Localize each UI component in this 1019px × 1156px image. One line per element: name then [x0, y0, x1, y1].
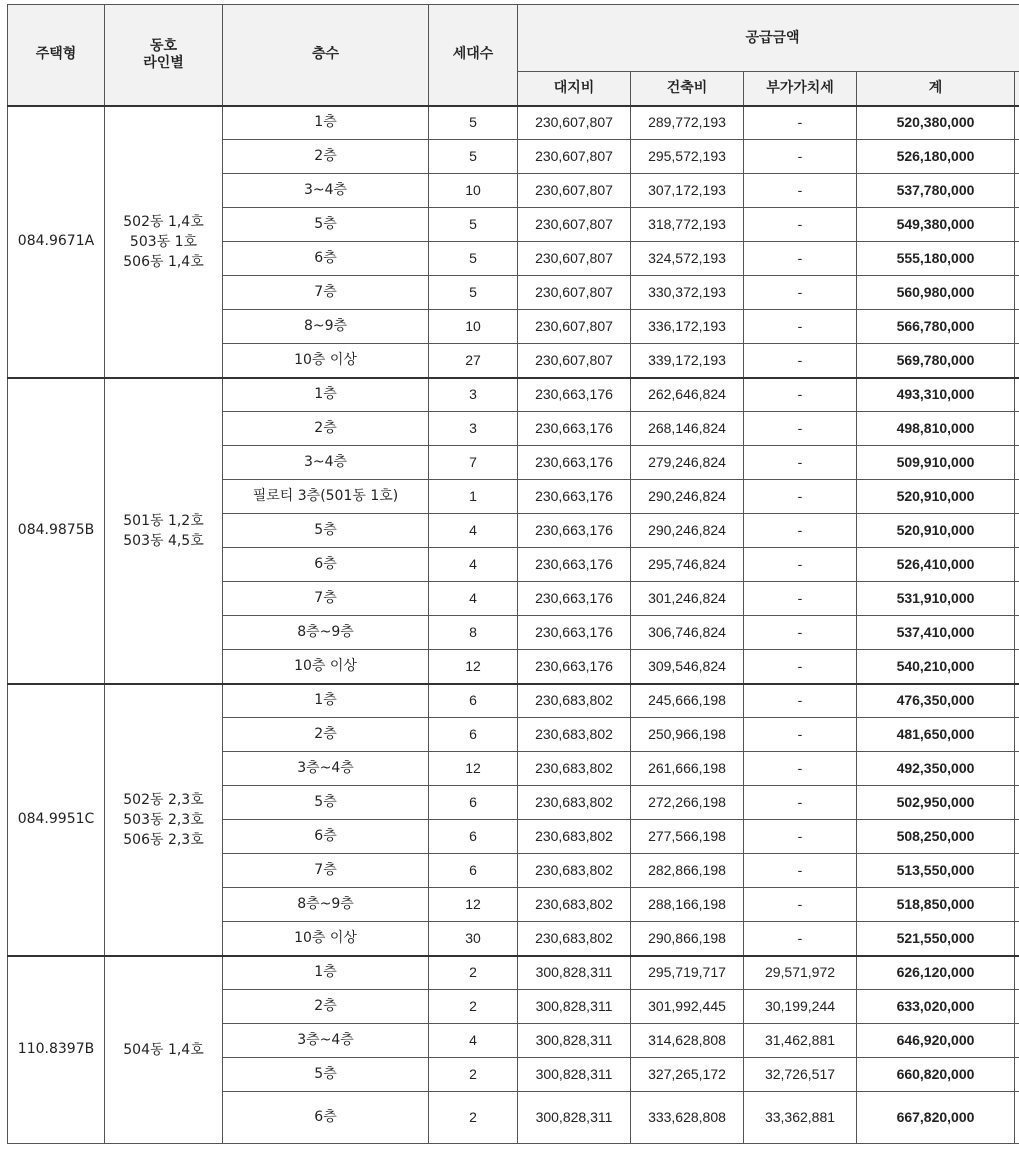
build-cost-cell: 261,666,198	[631, 752, 744, 786]
price-table-wrapper	[7, 4, 1019, 1144]
floor-cell: 5층	[223, 1058, 429, 1092]
table-row	[8, 684, 1019, 718]
total-cell: 537,780,000	[857, 174, 1015, 208]
build-cost-cell: 306,746,824	[631, 616, 744, 650]
extra-cell	[1015, 446, 1019, 480]
extra-cell	[1015, 956, 1019, 990]
land-cost-cell: 230,663,176	[518, 480, 631, 514]
units-cell: 10	[429, 174, 518, 208]
units-cell: 3	[429, 378, 518, 412]
floor-cell: 6층	[223, 820, 429, 854]
vat-cell: -	[744, 684, 857, 718]
build-cost-cell: 288,166,198	[631, 888, 744, 922]
total-cell: 492,350,000	[857, 752, 1015, 786]
land-cost-cell: 230,607,807	[518, 106, 631, 140]
land-cost-cell: 230,607,807	[518, 310, 631, 344]
total-cell: 518,850,000	[857, 888, 1015, 922]
total-cell: 493,310,000	[857, 378, 1015, 412]
extra-cell	[1015, 582, 1019, 616]
total-cell: 520,910,000	[857, 480, 1015, 514]
build-cost-cell: 289,772,193	[631, 106, 744, 140]
vat-cell: 32,726,517	[744, 1058, 857, 1092]
extra-cell	[1015, 684, 1019, 718]
building-line-text: 503동 4,5호	[123, 532, 204, 549]
build-cost-cell: 295,572,193	[631, 140, 744, 174]
header-supply: 공급금액	[518, 5, 1019, 72]
units-cell: 2	[429, 1092, 518, 1144]
total-cell: 626,120,000	[857, 956, 1015, 990]
land-cost-cell: 230,607,807	[518, 174, 631, 208]
land-cost-cell: 230,683,802	[518, 752, 631, 786]
units-cell: 6	[429, 684, 518, 718]
floor-cell: 10층 이상	[223, 650, 429, 684]
total-cell: 502,950,000	[857, 786, 1015, 820]
floor-cell: 1층	[223, 106, 429, 140]
housing-type-cell: 110.8397B	[8, 956, 105, 1144]
floor-cell: 2층	[223, 718, 429, 752]
floor-cell: 3~4층	[223, 446, 429, 480]
floor-cell: 6층	[223, 1092, 429, 1144]
header-build: 건축비	[631, 72, 744, 106]
vat-cell: -	[744, 412, 857, 446]
vat-cell: -	[744, 378, 857, 412]
building-line-text: 503동 2,3호	[123, 811, 204, 828]
extra-cell	[1015, 854, 1019, 888]
total-cell: 521,550,000	[857, 922, 1015, 956]
build-cost-cell: 290,246,824	[631, 480, 744, 514]
build-cost-cell: 245,666,198	[631, 684, 744, 718]
extra-cell	[1015, 208, 1019, 242]
floor-cell: 8층~9층	[223, 616, 429, 650]
header-floor: 층수	[223, 5, 429, 106]
units-cell: 12	[429, 752, 518, 786]
build-cost-cell: 282,866,198	[631, 854, 744, 888]
vat-cell: -	[744, 582, 857, 616]
vat-cell: -	[744, 276, 857, 310]
vat-cell: -	[744, 820, 857, 854]
land-cost-cell: 230,683,802	[518, 786, 631, 820]
floor-cell: 7층	[223, 582, 429, 616]
floor-cell: 5층	[223, 208, 429, 242]
vat-cell: -	[744, 616, 857, 650]
units-cell: 10	[429, 310, 518, 344]
header-vat: 부가가치세	[744, 72, 857, 106]
floor-cell: 1층	[223, 956, 429, 990]
build-cost-cell: 314,628,808	[631, 1024, 744, 1058]
total-cell: 560,980,000	[857, 276, 1015, 310]
building-line-text: 504동 1,4호	[123, 1041, 204, 1058]
header-units: 세대수	[429, 5, 518, 106]
land-cost-cell: 230,607,807	[518, 208, 631, 242]
units-cell: 30	[429, 922, 518, 956]
vat-cell: -	[744, 140, 857, 174]
extra-cell	[1015, 378, 1019, 412]
vat-cell: -	[744, 480, 857, 514]
land-cost-cell: 230,683,802	[518, 820, 631, 854]
units-cell: 2	[429, 1058, 518, 1092]
vat-cell: 31,462,881	[744, 1024, 857, 1058]
vat-cell: -	[744, 854, 857, 888]
total-cell: 660,820,000	[857, 1058, 1015, 1092]
land-cost-cell: 230,683,802	[518, 854, 631, 888]
floor-cell: 6층	[223, 548, 429, 582]
land-cost-cell: 230,663,176	[518, 514, 631, 548]
extra-cell	[1015, 650, 1019, 684]
land-cost-cell: 230,663,176	[518, 446, 631, 480]
total-cell: 566,780,000	[857, 310, 1015, 344]
total-cell: 481,650,000	[857, 718, 1015, 752]
extra-cell	[1015, 786, 1019, 820]
building-line-text: 506동 1,4호	[123, 253, 204, 270]
floor-cell: 7층	[223, 276, 429, 310]
land-cost-cell: 230,663,176	[518, 616, 631, 650]
vat-cell: -	[744, 242, 857, 276]
build-cost-cell: 339,172,193	[631, 344, 744, 378]
build-cost-cell: 324,572,193	[631, 242, 744, 276]
units-cell: 6	[429, 854, 518, 888]
vat-cell: -	[744, 786, 857, 820]
extra-cell	[1015, 174, 1019, 208]
extra-cell	[1015, 242, 1019, 276]
table-row	[8, 378, 1019, 412]
units-cell: 5	[429, 242, 518, 276]
table-header	[8, 5, 1019, 106]
land-cost-cell: 300,828,311	[518, 1024, 631, 1058]
build-cost-cell: 268,146,824	[631, 412, 744, 446]
header-line-1: 동호	[149, 37, 178, 54]
land-cost-cell: 230,663,176	[518, 412, 631, 446]
units-cell: 27	[429, 344, 518, 378]
land-cost-cell: 230,683,802	[518, 888, 631, 922]
units-cell: 6	[429, 718, 518, 752]
building-line-text: 506동 2,3호	[123, 831, 204, 848]
building-line-text: 503동 1호	[129, 233, 198, 250]
housing-type-cell: 084.9875B	[8, 378, 105, 684]
housing-type-cell: 084.9951C	[8, 684, 105, 956]
supply-price-table	[7, 4, 1019, 1144]
build-cost-cell: 333,628,808	[631, 1092, 744, 1144]
floor-cell: 7층	[223, 854, 429, 888]
header-type: 주택형	[8, 5, 105, 106]
vat-cell: -	[744, 650, 857, 684]
build-cost-cell: 277,566,198	[631, 820, 744, 854]
units-cell: 4	[429, 1024, 518, 1058]
vat-cell: -	[744, 888, 857, 922]
land-cost-cell: 230,607,807	[518, 276, 631, 310]
land-cost-cell: 230,683,802	[518, 684, 631, 718]
build-cost-cell: 279,246,824	[631, 446, 744, 480]
land-cost-cell: 230,663,176	[518, 650, 631, 684]
land-cost-cell: 230,683,802	[518, 922, 631, 956]
build-cost-cell: 272,266,198	[631, 786, 744, 820]
extra-cell	[1015, 1024, 1019, 1058]
extra-cell	[1015, 106, 1019, 140]
extra-cell	[1015, 718, 1019, 752]
floor-cell: 1층	[223, 378, 429, 412]
total-cell: 508,250,000	[857, 820, 1015, 854]
header-total: 계	[857, 72, 1015, 106]
build-cost-cell: 301,246,824	[631, 582, 744, 616]
building-line-cell	[105, 378, 223, 684]
floor-cell: 2층	[223, 140, 429, 174]
vat-cell: -	[744, 922, 857, 956]
vat-cell: -	[744, 174, 857, 208]
land-cost-cell: 230,663,176	[518, 548, 631, 582]
floor-cell: 2층	[223, 990, 429, 1024]
land-cost-cell: 230,607,807	[518, 242, 631, 276]
total-cell: 526,180,000	[857, 140, 1015, 174]
vat-cell: -	[744, 344, 857, 378]
land-cost-cell: 300,828,311	[518, 990, 631, 1024]
extra-cell	[1015, 990, 1019, 1024]
units-cell: 5	[429, 140, 518, 174]
build-cost-cell: 301,992,445	[631, 990, 744, 1024]
land-cost-cell: 300,828,311	[518, 956, 631, 990]
total-cell: 646,920,000	[857, 1024, 1015, 1058]
units-cell: 1	[429, 480, 518, 514]
total-cell: 513,550,000	[857, 854, 1015, 888]
floor-cell: 3~4층	[223, 174, 429, 208]
total-cell: 476,350,000	[857, 684, 1015, 718]
building-line-cell	[105, 684, 223, 956]
units-cell: 2	[429, 956, 518, 990]
extra-cell	[1015, 514, 1019, 548]
table-row	[8, 106, 1019, 140]
floor-cell: 10층 이상	[223, 922, 429, 956]
extra-cell	[1015, 820, 1019, 854]
vat-cell: -	[744, 752, 857, 786]
units-cell: 6	[429, 820, 518, 854]
extra-cell	[1015, 310, 1019, 344]
table-row	[8, 956, 1019, 990]
total-cell: 549,380,000	[857, 208, 1015, 242]
floor-cell: 필로티 3층(501동 1호)	[223, 480, 429, 514]
units-cell: 12	[429, 888, 518, 922]
floor-cell: 1층	[223, 684, 429, 718]
units-cell: 4	[429, 514, 518, 548]
land-cost-cell: 230,683,802	[518, 718, 631, 752]
extra-cell	[1015, 1092, 1019, 1144]
total-cell: 531,910,000	[857, 582, 1015, 616]
floor-cell: 3층~4층	[223, 1024, 429, 1058]
vat-cell: -	[744, 310, 857, 344]
units-cell: 4	[429, 548, 518, 582]
total-cell: 555,180,000	[857, 242, 1015, 276]
extra-cell	[1015, 548, 1019, 582]
floor-cell: 6층	[223, 242, 429, 276]
land-cost-cell: 230,607,807	[518, 140, 631, 174]
extra-cell	[1015, 888, 1019, 922]
floor-cell: 8층~9층	[223, 888, 429, 922]
units-cell: 5	[429, 106, 518, 140]
build-cost-cell: 327,265,172	[631, 1058, 744, 1092]
vat-cell: -	[744, 208, 857, 242]
header-line	[105, 5, 223, 106]
extra-cell	[1015, 616, 1019, 650]
total-cell: 633,020,000	[857, 990, 1015, 1024]
vat-cell: 29,571,972	[744, 956, 857, 990]
vat-cell: 33,362,881	[744, 1092, 857, 1144]
header-extra	[1015, 72, 1019, 106]
units-cell: 3	[429, 412, 518, 446]
vat-cell: -	[744, 548, 857, 582]
total-cell: 569,780,000	[857, 344, 1015, 378]
vat-cell: -	[744, 106, 857, 140]
extra-cell	[1015, 344, 1019, 378]
build-cost-cell: 290,246,824	[631, 514, 744, 548]
extra-cell	[1015, 412, 1019, 446]
floor-cell: 5층	[223, 786, 429, 820]
land-cost-cell: 300,828,311	[518, 1058, 631, 1092]
building-line-text: 501동 1,2호	[123, 512, 204, 529]
land-cost-cell: 230,663,176	[518, 582, 631, 616]
housing-type-cell: 084.9671A	[8, 106, 105, 378]
units-cell: 8	[429, 616, 518, 650]
floor-cell: 10층 이상	[223, 344, 429, 378]
build-cost-cell: 250,966,198	[631, 718, 744, 752]
header-line-2: 라인별	[143, 54, 184, 71]
extra-cell	[1015, 1058, 1019, 1092]
vat-cell: -	[744, 514, 857, 548]
build-cost-cell: 309,546,824	[631, 650, 744, 684]
build-cost-cell: 330,372,193	[631, 276, 744, 310]
floor-cell: 8~9층	[223, 310, 429, 344]
build-cost-cell: 336,172,193	[631, 310, 744, 344]
extra-cell	[1015, 480, 1019, 514]
extra-cell	[1015, 922, 1019, 956]
extra-cell	[1015, 752, 1019, 786]
units-cell: 4	[429, 582, 518, 616]
build-cost-cell: 290,866,198	[631, 922, 744, 956]
build-cost-cell: 295,719,717	[631, 956, 744, 990]
building-line-cell	[105, 106, 223, 378]
units-cell: 5	[429, 208, 518, 242]
extra-cell	[1015, 140, 1019, 174]
build-cost-cell: 295,746,824	[631, 548, 744, 582]
total-cell: 520,910,000	[857, 514, 1015, 548]
building-line-text: 502동 2,3호	[123, 791, 204, 808]
units-cell: 12	[429, 650, 518, 684]
total-cell: 509,910,000	[857, 446, 1015, 480]
floor-cell: 5층	[223, 514, 429, 548]
build-cost-cell: 318,772,193	[631, 208, 744, 242]
units-cell: 2	[429, 990, 518, 1024]
building-line-cell	[105, 956, 223, 1144]
units-cell: 5	[429, 276, 518, 310]
vat-cell: -	[744, 718, 857, 752]
units-cell: 7	[429, 446, 518, 480]
vat-cell: 30,199,244	[744, 990, 857, 1024]
land-cost-cell: 230,663,176	[518, 378, 631, 412]
land-cost-cell: 300,828,311	[518, 1092, 631, 1144]
build-cost-cell: 307,172,193	[631, 174, 744, 208]
floor-cell: 2층	[223, 412, 429, 446]
vat-cell: -	[744, 446, 857, 480]
total-cell: 498,810,000	[857, 412, 1015, 446]
header-land: 대지비	[518, 72, 631, 106]
total-cell: 540,210,000	[857, 650, 1015, 684]
build-cost-cell: 262,646,824	[631, 378, 744, 412]
total-cell: 520,380,000	[857, 106, 1015, 140]
building-line-text: 502동 1,4호	[123, 213, 204, 230]
total-cell: 526,410,000	[857, 548, 1015, 582]
extra-cell	[1015, 276, 1019, 310]
floor-cell: 3층~4층	[223, 752, 429, 786]
units-cell: 6	[429, 786, 518, 820]
table-body	[8, 106, 1019, 1144]
total-cell: 667,820,000	[857, 1092, 1015, 1144]
land-cost-cell: 230,607,807	[518, 344, 631, 378]
total-cell: 537,410,000	[857, 616, 1015, 650]
